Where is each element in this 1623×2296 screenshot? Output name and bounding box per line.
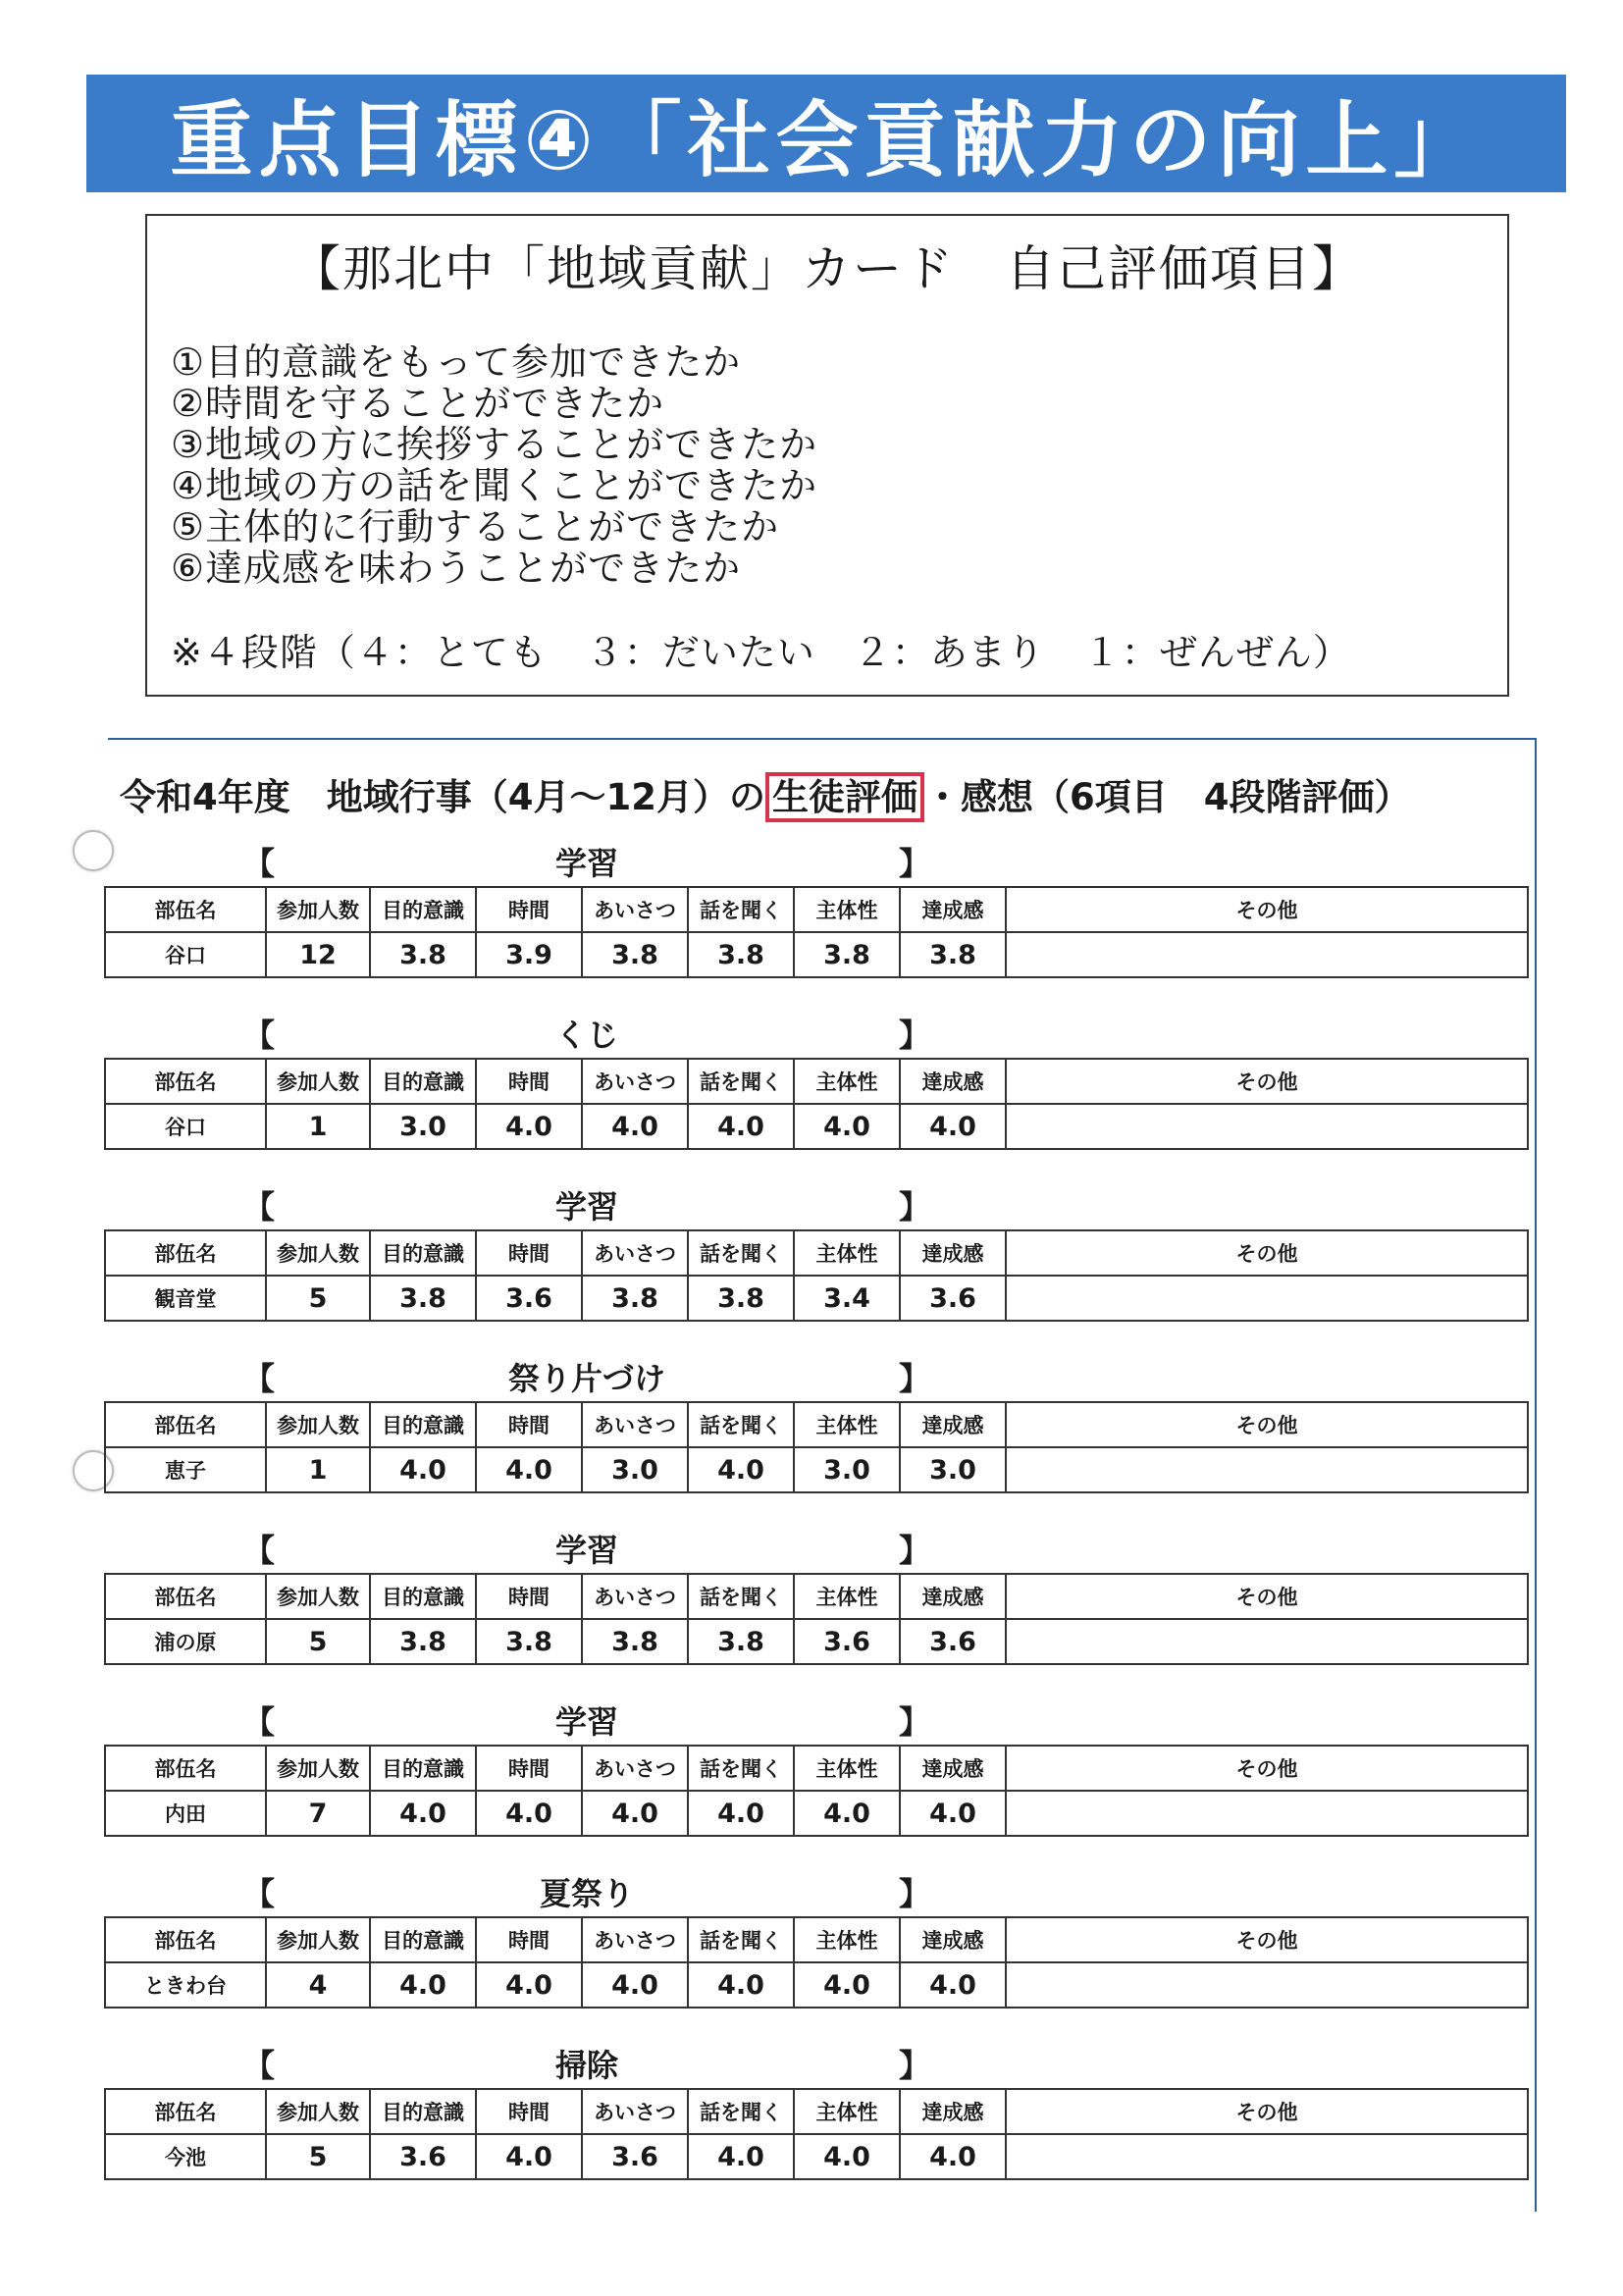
value-cell: 4.0 bbox=[794, 1104, 900, 1149]
criteria-item: ①目的意識をもって参加できたか bbox=[171, 340, 742, 384]
event-block bbox=[104, 2041, 1537, 2188]
value-cell: 4.0 bbox=[688, 1447, 794, 1492]
column-header: あいさつ bbox=[582, 1574, 688, 1619]
evaluation-table bbox=[104, 1229, 1529, 1322]
value-cell: 3.8 bbox=[582, 1619, 688, 1664]
table-row bbox=[105, 1791, 1528, 1836]
column-header: 参加人数 bbox=[266, 2089, 370, 2134]
club-name-cell: 谷口 bbox=[105, 1104, 266, 1149]
column-header: 目的意識 bbox=[370, 1574, 476, 1619]
column-header: 主体性 bbox=[794, 1574, 900, 1619]
event-title bbox=[243, 1526, 930, 1569]
column-header: 時間 bbox=[476, 1574, 582, 1619]
table-header-row bbox=[105, 1230, 1528, 1276]
value-cell: 4.0 bbox=[476, 1962, 582, 2008]
column-header: その他 bbox=[1006, 1917, 1528, 1962]
column-header: 主体性 bbox=[794, 887, 900, 932]
table-row bbox=[105, 1447, 1528, 1492]
column-header: その他 bbox=[1006, 1574, 1528, 1619]
table-header-row bbox=[105, 1059, 1528, 1104]
column-header: 目的意識 bbox=[370, 2089, 476, 2134]
column-header: 話を聞く bbox=[688, 1574, 794, 1619]
column-header: 達成感 bbox=[900, 1230, 1006, 1276]
table-row bbox=[105, 1104, 1528, 1149]
value-cell: 7 bbox=[266, 1791, 370, 1836]
value-cell: 12 bbox=[266, 932, 370, 977]
column-header: 達成感 bbox=[900, 887, 1006, 932]
table-header-row bbox=[105, 1917, 1528, 1962]
evaluation-table bbox=[104, 1745, 1529, 1837]
table-row bbox=[105, 1962, 1528, 2008]
column-header: 部伍名 bbox=[105, 1574, 266, 1619]
event-block bbox=[104, 1182, 1537, 1330]
bracket-left: 【 bbox=[243, 1188, 276, 1226]
value-cell: 3.8 bbox=[688, 1276, 794, 1321]
criteria-item: ⑤主体的に行動することができたか bbox=[171, 505, 780, 548]
club-name-cell: 観音堂 bbox=[105, 1276, 266, 1321]
other-cell bbox=[1006, 932, 1528, 977]
column-header: 参加人数 bbox=[266, 1402, 370, 1447]
results-heading-pre: 令和4年度 地域行事（4月～12月）の bbox=[120, 776, 765, 818]
column-header: 達成感 bbox=[900, 1402, 1006, 1447]
column-header: その他 bbox=[1006, 2089, 1528, 2134]
event-name: くじ bbox=[554, 1017, 618, 1054]
event-name: 学習 bbox=[554, 1703, 618, 1741]
column-header: 達成感 bbox=[900, 2089, 1006, 2134]
bracket-right: 】 bbox=[898, 1017, 930, 1054]
column-header: 主体性 bbox=[794, 2089, 900, 2134]
bracket-right: 】 bbox=[898, 845, 930, 882]
value-cell: 3.6 bbox=[794, 1619, 900, 1664]
value-cell: 4.0 bbox=[794, 2134, 900, 2179]
event-block bbox=[104, 839, 1537, 986]
column-header: 達成感 bbox=[900, 1746, 1006, 1791]
column-header: 部伍名 bbox=[105, 887, 266, 932]
value-cell: 4.0 bbox=[582, 1791, 688, 1836]
column-header: 達成感 bbox=[900, 1059, 1006, 1104]
column-header: 部伍名 bbox=[105, 1917, 266, 1962]
value-cell: 4.0 bbox=[688, 1791, 794, 1836]
column-header: 目的意識 bbox=[370, 1059, 476, 1104]
club-name-cell: 谷口 bbox=[105, 932, 266, 977]
column-header: 部伍名 bbox=[105, 1230, 266, 1276]
value-cell: 3.0 bbox=[370, 1104, 476, 1149]
value-cell: 4.0 bbox=[582, 1962, 688, 2008]
event-block bbox=[104, 1869, 1537, 2016]
value-cell: 3.8 bbox=[582, 932, 688, 977]
column-header: 話を聞く bbox=[688, 887, 794, 932]
criteria-list bbox=[171, 341, 817, 589]
value-cell: 4.0 bbox=[900, 1104, 1006, 1149]
club-name-cell: 恵子 bbox=[105, 1447, 266, 1492]
column-header: 目的意識 bbox=[370, 1230, 476, 1276]
value-cell: 3.6 bbox=[900, 1619, 1006, 1664]
value-cell: 3.0 bbox=[582, 1447, 688, 1492]
column-header: 参加人数 bbox=[266, 1746, 370, 1791]
table-row bbox=[105, 932, 1528, 977]
event-title bbox=[243, 2041, 930, 2084]
event-name: 夏祭り bbox=[539, 1875, 634, 1912]
results-heading-post: ・感想（6項目 4段階評価） bbox=[923, 776, 1411, 818]
value-cell: 3.9 bbox=[476, 932, 582, 977]
other-cell bbox=[1006, 1104, 1528, 1149]
value-cell: 3.8 bbox=[582, 1276, 688, 1321]
column-header: 話を聞く bbox=[688, 2089, 794, 2134]
value-cell: 4.0 bbox=[688, 2134, 794, 2179]
column-header: あいさつ bbox=[582, 887, 688, 932]
column-header: 話を聞く bbox=[688, 1059, 794, 1104]
column-header: 主体性 bbox=[794, 1746, 900, 1791]
evaluation-table bbox=[104, 1916, 1529, 2009]
table-header-row bbox=[105, 1746, 1528, 1791]
criteria-heading: 【那北中「地域貢献」カード 自己評価項目】 bbox=[291, 240, 1363, 297]
column-header: 主体性 bbox=[794, 1402, 900, 1447]
bracket-right: 】 bbox=[898, 1188, 930, 1226]
column-header: あいさつ bbox=[582, 1230, 688, 1276]
column-header: 時間 bbox=[476, 1059, 582, 1104]
value-cell: 4.0 bbox=[476, 1447, 582, 1492]
column-header: 目的意識 bbox=[370, 1917, 476, 1962]
value-cell: 3.8 bbox=[476, 1619, 582, 1664]
column-header: あいさつ bbox=[582, 1746, 688, 1791]
value-cell: 5 bbox=[266, 2134, 370, 2179]
value-cell: 3.0 bbox=[794, 1447, 900, 1492]
value-cell: 3.8 bbox=[794, 932, 900, 977]
scale-note: ※４段階（４：とても ３：だいたい ２：あまり １：ぜんぜん） bbox=[171, 631, 1351, 674]
bracket-right: 】 bbox=[898, 2047, 930, 2084]
table-row bbox=[105, 2134, 1528, 2179]
value-cell: 4.0 bbox=[370, 1791, 476, 1836]
column-header: 時間 bbox=[476, 1230, 582, 1276]
column-header: あいさつ bbox=[582, 2089, 688, 2134]
club-name-cell: ときわ台 bbox=[105, 1962, 266, 2008]
evaluation-table bbox=[104, 886, 1529, 978]
value-cell: 4 bbox=[266, 1962, 370, 2008]
event-block bbox=[104, 1526, 1537, 1673]
value-cell: 3.6 bbox=[582, 2134, 688, 2179]
bracket-left: 【 bbox=[243, 1017, 276, 1054]
column-header: 主体性 bbox=[794, 1917, 900, 1962]
value-cell: 3.4 bbox=[794, 1276, 900, 1321]
column-header: 主体性 bbox=[794, 1230, 900, 1276]
column-header: 達成感 bbox=[900, 1917, 1006, 1962]
event-name: 祭り片づけ bbox=[507, 1360, 665, 1397]
value-cell: 1 bbox=[266, 1447, 370, 1492]
table-header-row bbox=[105, 1574, 1528, 1619]
value-cell: 3.8 bbox=[370, 1276, 476, 1321]
value-cell: 4.0 bbox=[476, 1791, 582, 1836]
club-name-cell: 内田 bbox=[105, 1791, 266, 1836]
event-name: 学習 bbox=[554, 1532, 618, 1569]
page-title: 重点目標④「社会貢献力の向上」 bbox=[86, 75, 1566, 192]
bracket-left: 【 bbox=[243, 1703, 276, 1741]
column-header: 話を聞く bbox=[688, 1917, 794, 1962]
column-header: 時間 bbox=[476, 1917, 582, 1962]
criteria-item: ③地域の方に挨拶することができたか bbox=[171, 423, 818, 466]
other-cell bbox=[1006, 1447, 1528, 1492]
evaluation-table bbox=[104, 1573, 1529, 1665]
table-row bbox=[105, 1619, 1528, 1664]
value-cell: 4.0 bbox=[370, 1447, 476, 1492]
value-cell: 3.6 bbox=[900, 1276, 1006, 1321]
evaluation-table bbox=[104, 2088, 1529, 2180]
value-cell: 4.0 bbox=[794, 1962, 900, 2008]
other-cell bbox=[1006, 1619, 1528, 1664]
results-heading bbox=[120, 767, 1410, 820]
column-header: 部伍名 bbox=[105, 1746, 266, 1791]
other-cell bbox=[1006, 1791, 1528, 1836]
table-header-row bbox=[105, 2089, 1528, 2134]
column-header: 部伍名 bbox=[105, 1059, 266, 1104]
column-header: 話を聞く bbox=[688, 1230, 794, 1276]
value-cell: 5 bbox=[266, 1276, 370, 1321]
value-cell: 4.0 bbox=[900, 2134, 1006, 2179]
value-cell: 3.8 bbox=[370, 1619, 476, 1664]
value-cell: 3.0 bbox=[900, 1447, 1006, 1492]
event-title bbox=[243, 1354, 930, 1397]
value-cell: 4.0 bbox=[900, 1791, 1006, 1836]
event-name: 学習 bbox=[554, 1188, 618, 1226]
column-header: 目的意識 bbox=[370, 887, 476, 932]
value-cell: 4.0 bbox=[476, 2134, 582, 2179]
event-block bbox=[104, 1011, 1537, 1158]
column-header: あいさつ bbox=[582, 1917, 688, 1962]
table-row bbox=[105, 1276, 1528, 1321]
value-cell: 4.0 bbox=[582, 1104, 688, 1149]
club-name-cell: 今池 bbox=[105, 2134, 266, 2179]
event-block bbox=[104, 1697, 1537, 1845]
event-title bbox=[243, 1697, 930, 1741]
criteria-item: ④地域の方の話を聞くことができたか bbox=[171, 464, 818, 507]
column-header: その他 bbox=[1006, 1402, 1528, 1447]
evaluation-table bbox=[104, 1058, 1529, 1150]
value-cell: 4.0 bbox=[370, 1962, 476, 2008]
value-cell: 4.0 bbox=[900, 1962, 1006, 2008]
club-name-cell: 浦の原 bbox=[105, 1619, 266, 1664]
bracket-left: 【 bbox=[243, 1532, 276, 1569]
column-header: 部伍名 bbox=[105, 1402, 266, 1447]
column-header: 参加人数 bbox=[266, 887, 370, 932]
column-header: 目的意識 bbox=[370, 1746, 476, 1791]
bracket-left: 【 bbox=[243, 1360, 276, 1397]
other-cell bbox=[1006, 1276, 1528, 1321]
bracket-left: 【 bbox=[243, 2047, 276, 2084]
value-cell: 5 bbox=[266, 1619, 370, 1664]
table-header-row bbox=[105, 1402, 1528, 1447]
column-header: 参加人数 bbox=[266, 1917, 370, 1962]
bracket-right: 】 bbox=[898, 1532, 930, 1569]
bracket-right: 】 bbox=[898, 1360, 930, 1397]
event-name: 学習 bbox=[554, 845, 618, 882]
value-cell: 4.0 bbox=[794, 1791, 900, 1836]
column-header: その他 bbox=[1006, 1230, 1528, 1276]
value-cell: 3.8 bbox=[688, 932, 794, 977]
value-cell: 3.8 bbox=[370, 932, 476, 977]
event-name: 掃除 bbox=[554, 2047, 618, 2084]
table-header-row bbox=[105, 887, 1528, 932]
column-header: 時間 bbox=[476, 887, 582, 932]
bracket-right: 】 bbox=[898, 1703, 930, 1741]
value-cell: 4.0 bbox=[476, 1104, 582, 1149]
column-header: 時間 bbox=[476, 2089, 582, 2134]
column-header: あいさつ bbox=[582, 1402, 688, 1447]
column-header: 話を聞く bbox=[688, 1402, 794, 1447]
column-header: その他 bbox=[1006, 1746, 1528, 1791]
column-header: 時間 bbox=[476, 1402, 582, 1447]
event-title bbox=[243, 1869, 930, 1912]
other-cell bbox=[1006, 1962, 1528, 2008]
event-title bbox=[243, 1011, 930, 1054]
event-title bbox=[243, 1182, 930, 1226]
column-header: 参加人数 bbox=[266, 1574, 370, 1619]
value-cell: 4.0 bbox=[688, 1962, 794, 2008]
column-header: 目的意識 bbox=[370, 1402, 476, 1447]
criteria-box bbox=[145, 214, 1509, 697]
column-header: 部伍名 bbox=[105, 2089, 266, 2134]
column-header: 話を聞く bbox=[688, 1746, 794, 1791]
column-header: その他 bbox=[1006, 1059, 1528, 1104]
event-block bbox=[104, 1354, 1537, 1501]
column-header: 時間 bbox=[476, 1746, 582, 1791]
results-heading-highlight: 生徒評価 bbox=[765, 772, 924, 822]
column-header: あいさつ bbox=[582, 1059, 688, 1104]
bracket-right: 】 bbox=[898, 1875, 930, 1912]
value-cell: 1 bbox=[266, 1104, 370, 1149]
column-header: 参加人数 bbox=[266, 1230, 370, 1276]
value-cell: 3.8 bbox=[688, 1619, 794, 1664]
evaluation-table bbox=[104, 1401, 1529, 1493]
criteria-item: ②時間を守ることができたか bbox=[171, 382, 665, 425]
bracket-left: 【 bbox=[243, 1875, 276, 1912]
value-cell: 3.6 bbox=[476, 1276, 582, 1321]
value-cell: 4.0 bbox=[688, 1104, 794, 1149]
column-header: 主体性 bbox=[794, 1059, 900, 1104]
value-cell: 3.6 bbox=[370, 2134, 476, 2179]
criteria-item: ⑥達成感を味わうことができたか bbox=[171, 547, 742, 590]
bracket-left: 【 bbox=[243, 845, 276, 882]
column-header: 参加人数 bbox=[266, 1059, 370, 1104]
column-header: その他 bbox=[1006, 887, 1528, 932]
event-title bbox=[243, 839, 930, 882]
column-header: 達成感 bbox=[900, 1574, 1006, 1619]
value-cell: 3.8 bbox=[900, 932, 1006, 977]
other-cell bbox=[1006, 2134, 1528, 2179]
